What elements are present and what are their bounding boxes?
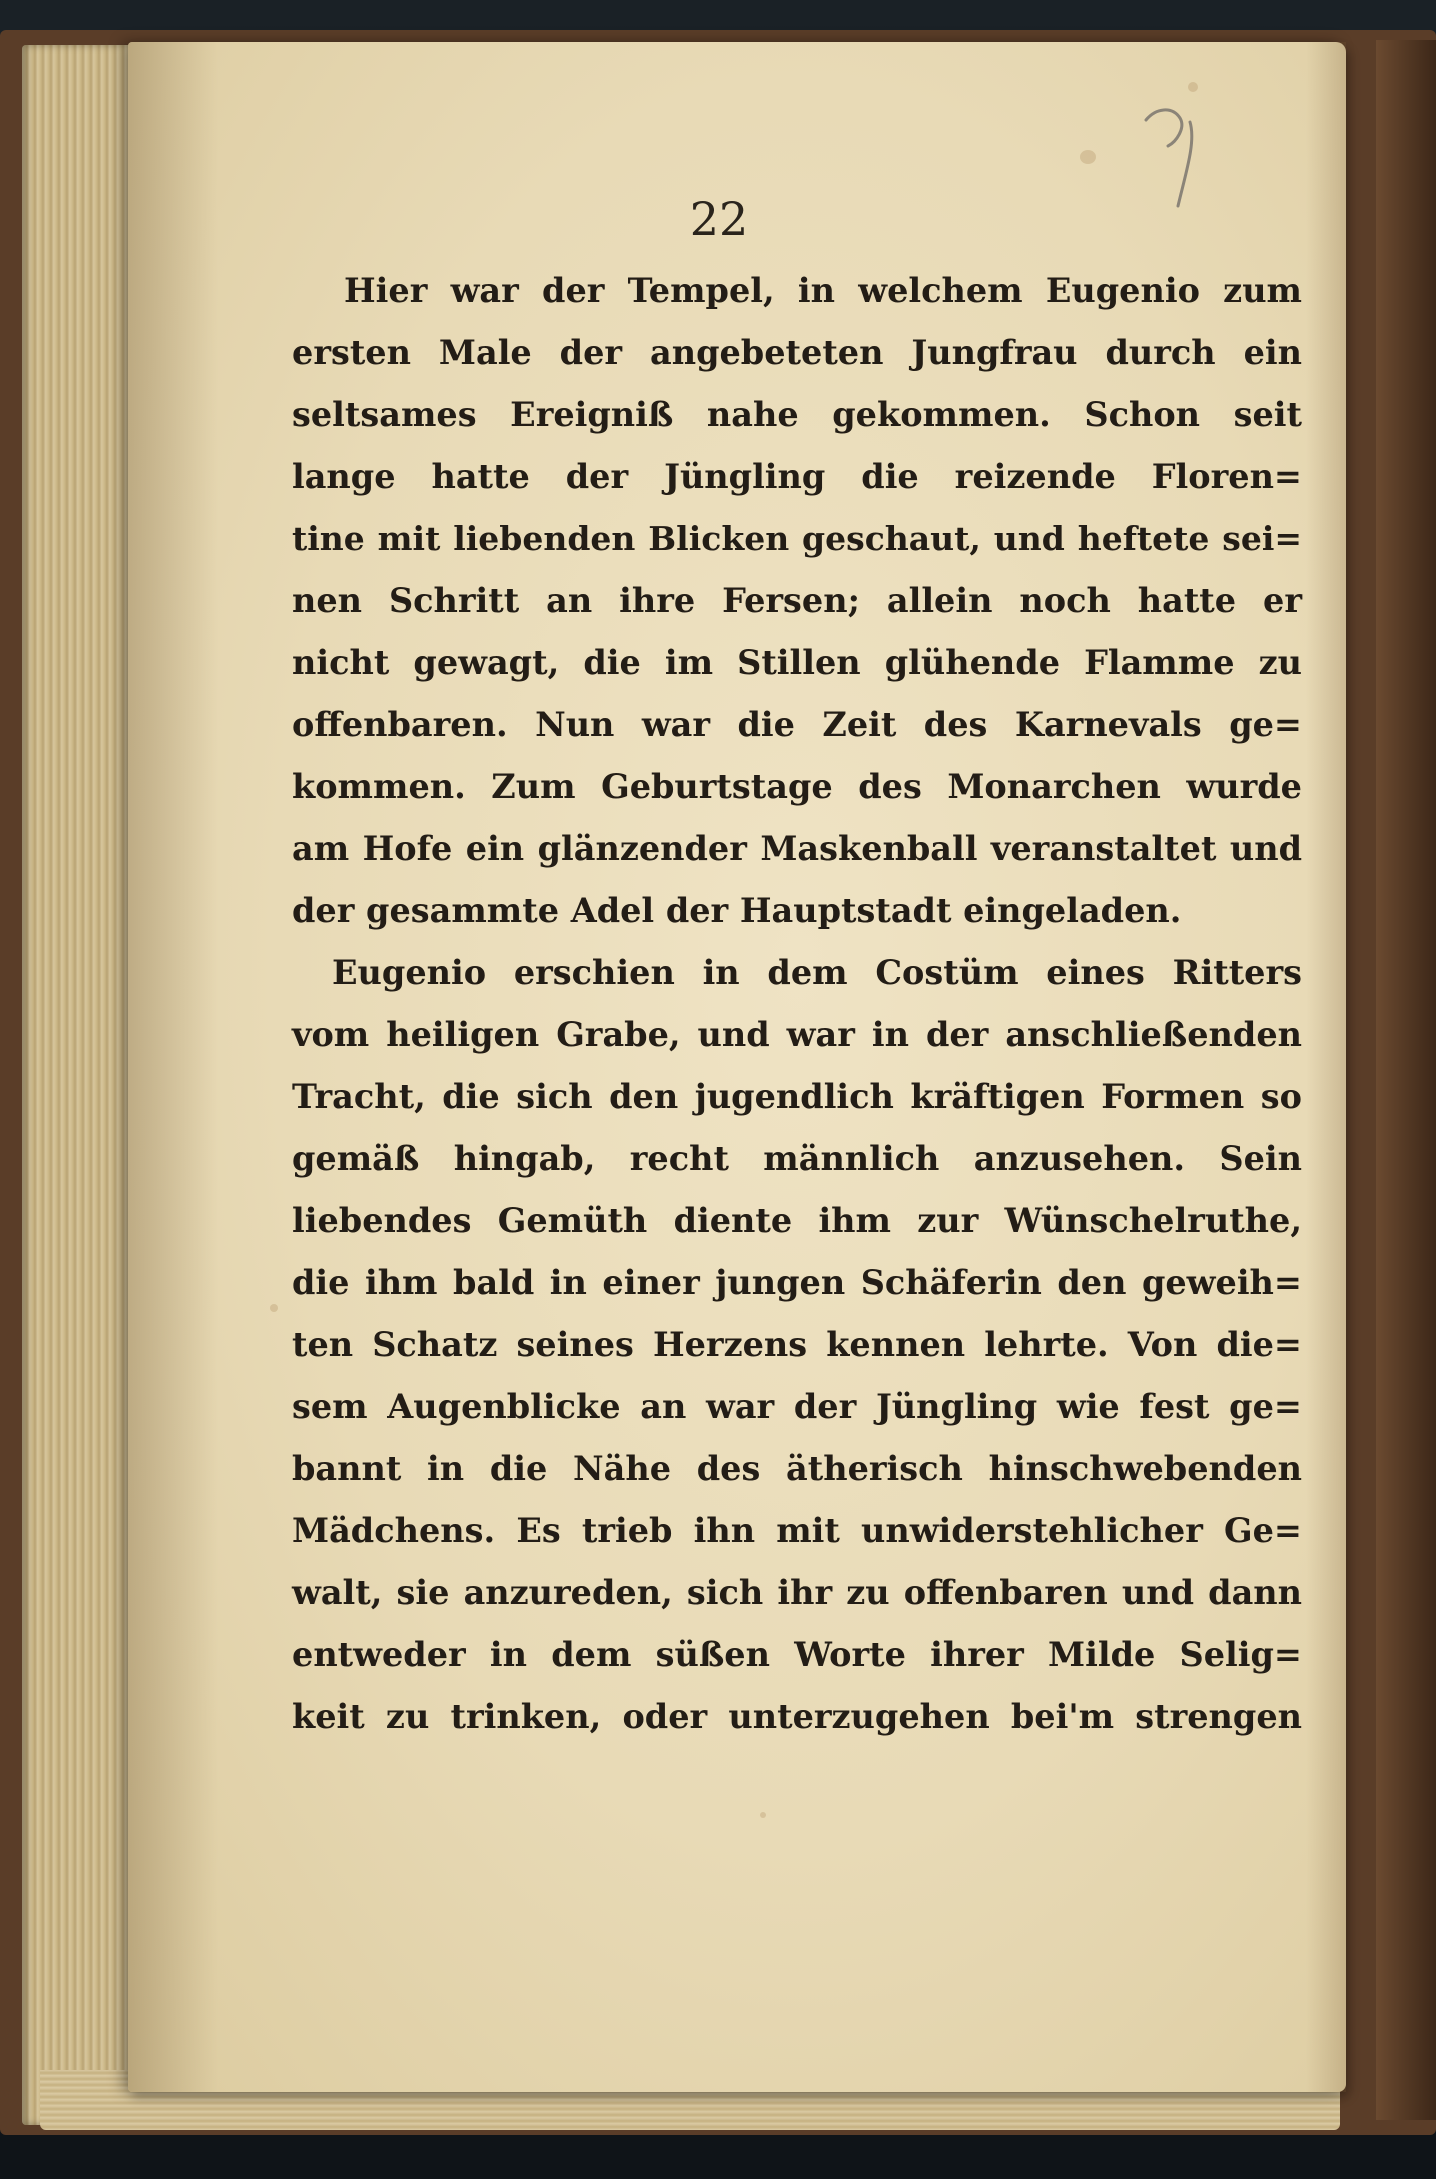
gutter-shadow <box>128 42 218 2092</box>
text-line: lange hatte der Jüngling die reizende Floren= <box>292 457 1302 496</box>
foxing-spot <box>1080 150 1096 164</box>
text-line: gemäß hingab, recht männlich anzusehen. Sein <box>292 1139 1302 1178</box>
text-line: der gesammte Adel der Hauptstadt eingeladen. <box>292 891 1182 930</box>
text-line: am Hofe ein glänzender Maskenball veranstaltet und <box>292 829 1302 868</box>
text-body <box>292 260 1302 1748</box>
text-line: ten Schatz seines Herzens kennen lehrte. Von die= <box>292 1325 1302 1364</box>
foxing-spot <box>760 1812 766 1818</box>
text-line: Eugenio erschien in dem Costüm eines Ritters <box>332 953 1302 992</box>
text-line: tine mit liebenden Blicken geschaut, und heftete sei= <box>292 519 1302 558</box>
foxing-spot <box>1188 82 1198 92</box>
text-line: offenbaren. Nun war die Zeit des Karnevals ge= <box>292 705 1302 744</box>
foxing-spot <box>270 1304 278 1312</box>
text-line: sem Augenblicke an war der Jüngling wie fest ge= <box>292 1387 1302 1426</box>
text-line: Mädchens. Es trieb ihn mit unwiderstehlicher Ge= <box>292 1511 1302 1550</box>
text-line: Hier war der Tempel, in welchem Eugenio zum <box>344 271 1302 310</box>
text-line: entweder in dem süßen Worte ihrer Milde Selig= <box>292 1635 1302 1674</box>
page-number: 22 <box>689 192 749 246</box>
text-line: nicht gewagt, die im Stillen glühende Flamme zu <box>292 643 1302 682</box>
text-line: ersten Male der angebeteten Jungfrau durch ein <box>292 333 1302 372</box>
text-line: die ihm bald in einer jungen Schäferin den geweih= <box>292 1263 1302 1302</box>
text-line: vom heiligen Grabe, und war in der anschließenden <box>292 1015 1302 1054</box>
cover-edge <box>1376 40 1436 2120</box>
text-line: seltsames Ereigniß nahe gekommen. Schon seit <box>292 395 1302 434</box>
text-line: keit zu trinken, oder unterzugehen bei'm strengen <box>292 1697 1302 1736</box>
text-line: nen Schritt an ihre Fersen; allein noch hatte er <box>292 581 1302 620</box>
page-edge-shade <box>1306 42 1346 2092</box>
text-line: Tracht, die sich den jugendlich kräftigen Formen so <box>292 1077 1302 1116</box>
text-line: walt, sie anzureden, sich ihr zu offenbaren und dann <box>292 1573 1302 1612</box>
text-line: kommen. Zum Geburtstage des Monarchen wurde <box>292 767 1302 806</box>
text-line: bannt in die Nähe des ätherisch hinschwebenden <box>292 1449 1302 1488</box>
text-line: liebendes Gemüth diente ihm zur Wünschelruthe, <box>292 1201 1302 1240</box>
